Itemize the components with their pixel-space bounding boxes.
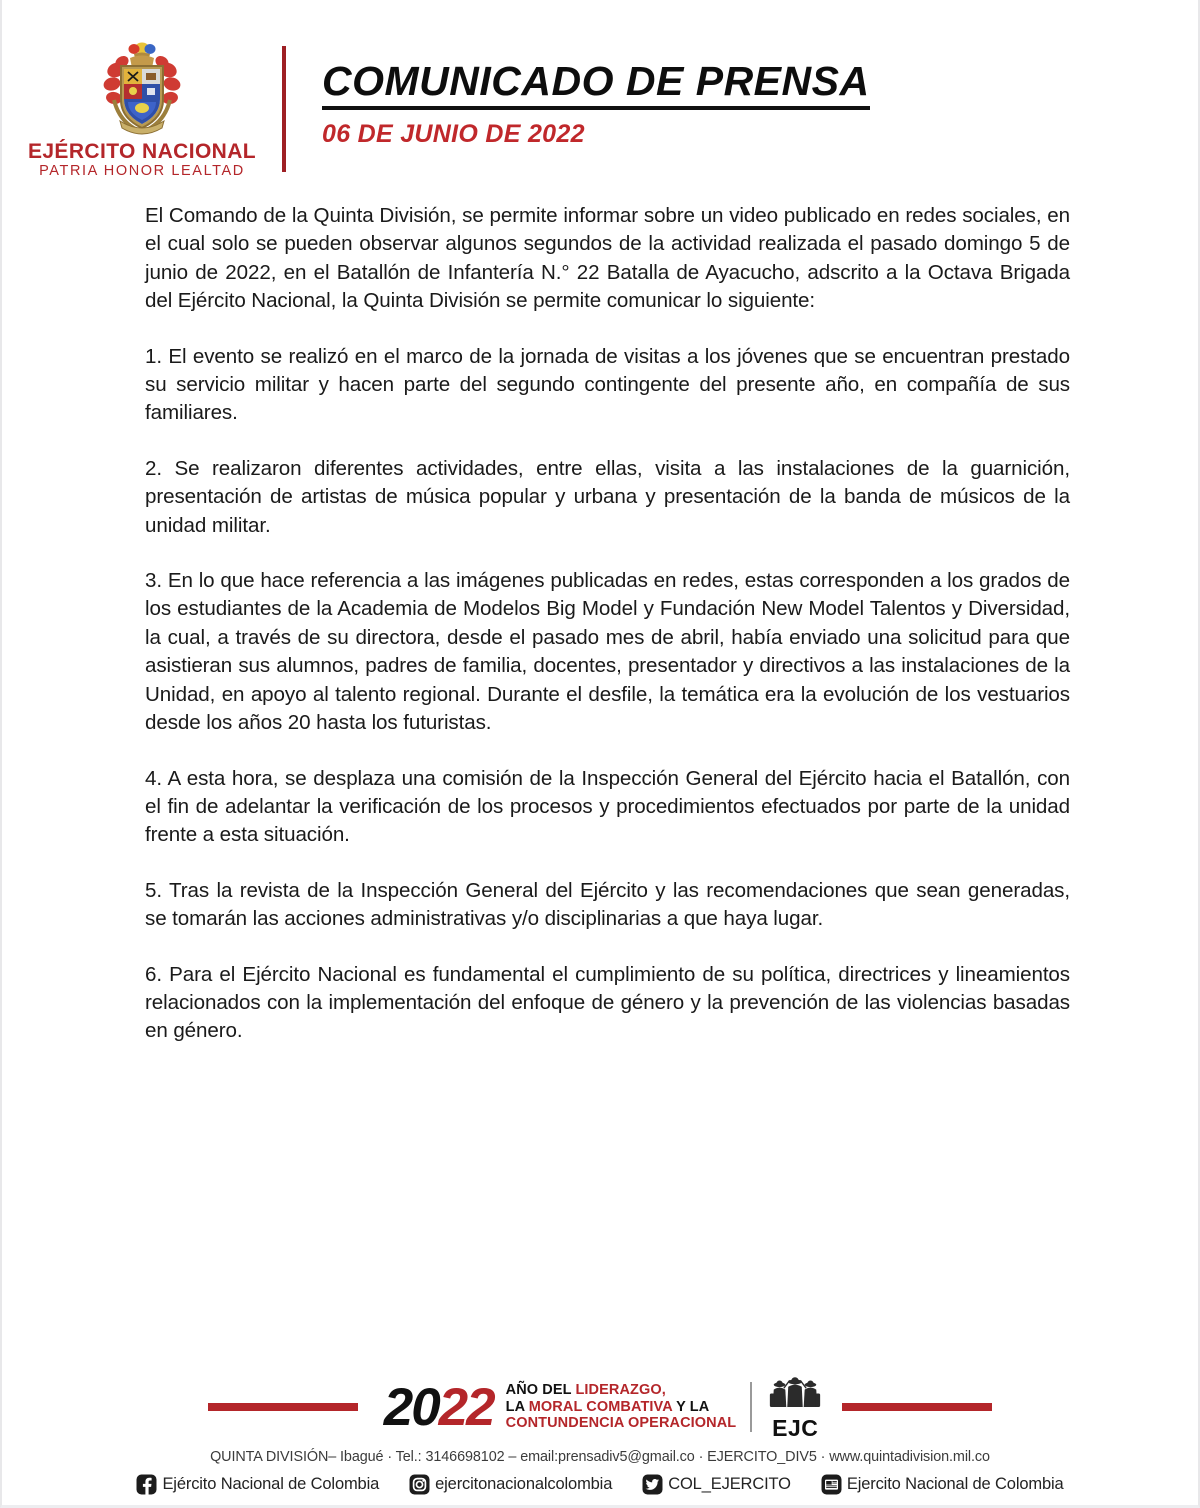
paragraph-item-1: 1. El evento se realizó en el marco de la jornada de visitas a los jóvenes que se encuentran prestado su servicio militar y hacen parte del segundo contingente del presente año, en compañía de sus familiares. — [145, 344, 1070, 425]
social-link-instagram[interactable] — [409, 1474, 612, 1495]
social-label-news: Ejercito Nacional de Colombia — [846, 1475, 1064, 1493]
paragraph-item-3: 3. En lo que hace referencia a las imágenes publicadas en redes, estas corresponden a los grados de los estudiantes de la Academia de Modelos Big Model y Fundación New Model Talentos y Diversidad, la cual, a través de su directora, desde el pasado mes de abril, había enviado una solicitud para que asistieran sus alumnos, padres de familia, docentes, presentador y directivos a las instalaciones de la Unidad, en apoyo al talento regional. Durante el desfile, la temática era la evolución de los vestuarios desde los años 20 hasta los futuristas. — [145, 569, 1070, 735]
campaign-slogan — [506, 1382, 753, 1432]
brand-motto: PATRIA HONOR LEALTAD — [39, 163, 245, 180]
social-label-facebook: Ejército Nacional de Colombia — [162, 1475, 380, 1493]
paragraph-item-4: 4. A esta hora, se desplaza una comisión de la Inspección General del Ejército hacia el Batallón, con el fin de adelantar la verificación de los procesos y procedimientos efectuados por parte de la unidad frente a esta situación. — [145, 766, 1070, 847]
footer-rule-right — [842, 1403, 992, 1411]
campaign-year-suffix: 22 — [438, 1377, 494, 1437]
news-icon — [821, 1474, 842, 1495]
slogan-line-2-black: LA — [505, 1398, 529, 1415]
ejc-label: EJC — [772, 1415, 819, 1441]
paragraph-item-2: 2. Se realizaron diferentes actividades, entre ellas, visita a las instalaciones de la guarnición, presentación de artistas de música popular y urbana y presentación de la banda de músicos de la unidad militar. — [145, 456, 1070, 537]
army-soldiers-emblem-icon — [766, 1374, 824, 1416]
colombian-army-coat-of-arms-icon — [90, 36, 194, 140]
paragraph-intro: El Comando de la Quinta División, se permite informar sobre un video publicado en redes sociales, en el cual solo se pueden observar algunos segundos de la actividad realizada el pasado domingo 5 de junio de 2022, en el Batallón de Infantería N.° 22 Batalla de Ayacucho, adscrito a la Octava Brigada del Ejército Nacional, la Quinta División se permite comunicar lo siguiente: — [145, 204, 1070, 313]
slogan-line-1-black: AÑO DEL — [505, 1381, 576, 1398]
instagram-icon — [409, 1474, 430, 1495]
slogan-line-2-red: MORAL COMBATIVA — [528, 1398, 673, 1415]
slogan-line-1-red: LIDERAZGO, — [575, 1381, 666, 1398]
page-title: COMUNICADO DE PRENSA — [322, 60, 870, 110]
social-label-instagram: ejercitonacionalcolombia — [435, 1475, 613, 1493]
document-date: 06 DE JUNIO DE 2022 — [322, 120, 585, 149]
slogan-line-2-black-2: Y LA — [672, 1398, 710, 1415]
brand-block — [2, 34, 282, 190]
social-link-twitter[interactable] — [642, 1474, 791, 1495]
footer-rule-left — [208, 1403, 358, 1411]
social-links-row — [32, 1474, 1168, 1495]
paragraph-item-5: 5. Tras la revista de la Inspección General del Ejército y las recomendaciones que sean generadas, se tomarán las acciones administrativas y/o disciplinarias a que haya lugar. — [145, 878, 1070, 931]
document-header — [2, 0, 1198, 190]
document-body — [2, 190, 1198, 1046]
paragraph-item-6: 6. Para el Ejército Nacional es fundamental el cumplimiento de su política, directrices y lineamientos relacionados con la implementación del enfoque de género y la prevención de las violencias basadas en género. — [145, 962, 1070, 1043]
campaign-year-prefix: 20 — [383, 1377, 439, 1437]
contact-line: QUINTA DIVISIÓN– Ibagué · Tel.: 3146698102 – email:prensadiv5@gmail.co · EJERCITO_DIV5 · www.quintadivision.mil.co — [210, 1449, 990, 1465]
footer-campaign-banner — [32, 1372, 1168, 1442]
twitter-icon — [642, 1474, 663, 1495]
brand-name: EJÉRCITO NACIONAL — [27, 140, 257, 163]
campaign-year — [383, 1377, 494, 1437]
facebook-icon — [136, 1474, 157, 1495]
title-block — [286, 34, 1198, 190]
ejc-mark — [766, 1374, 824, 1440]
slogan-line-3: CONTUNDENCIA OPERACIONAL — [505, 1415, 737, 1432]
social-link-news[interactable] — [821, 1474, 1064, 1495]
slogan-line-1 — [506, 1382, 737, 1399]
slogan-line-2 — [506, 1399, 737, 1416]
document-footer — [2, 1372, 1198, 1495]
social-link-facebook[interactable] — [136, 1474, 379, 1495]
social-label-twitter: COL_EJERCITO — [668, 1475, 791, 1493]
